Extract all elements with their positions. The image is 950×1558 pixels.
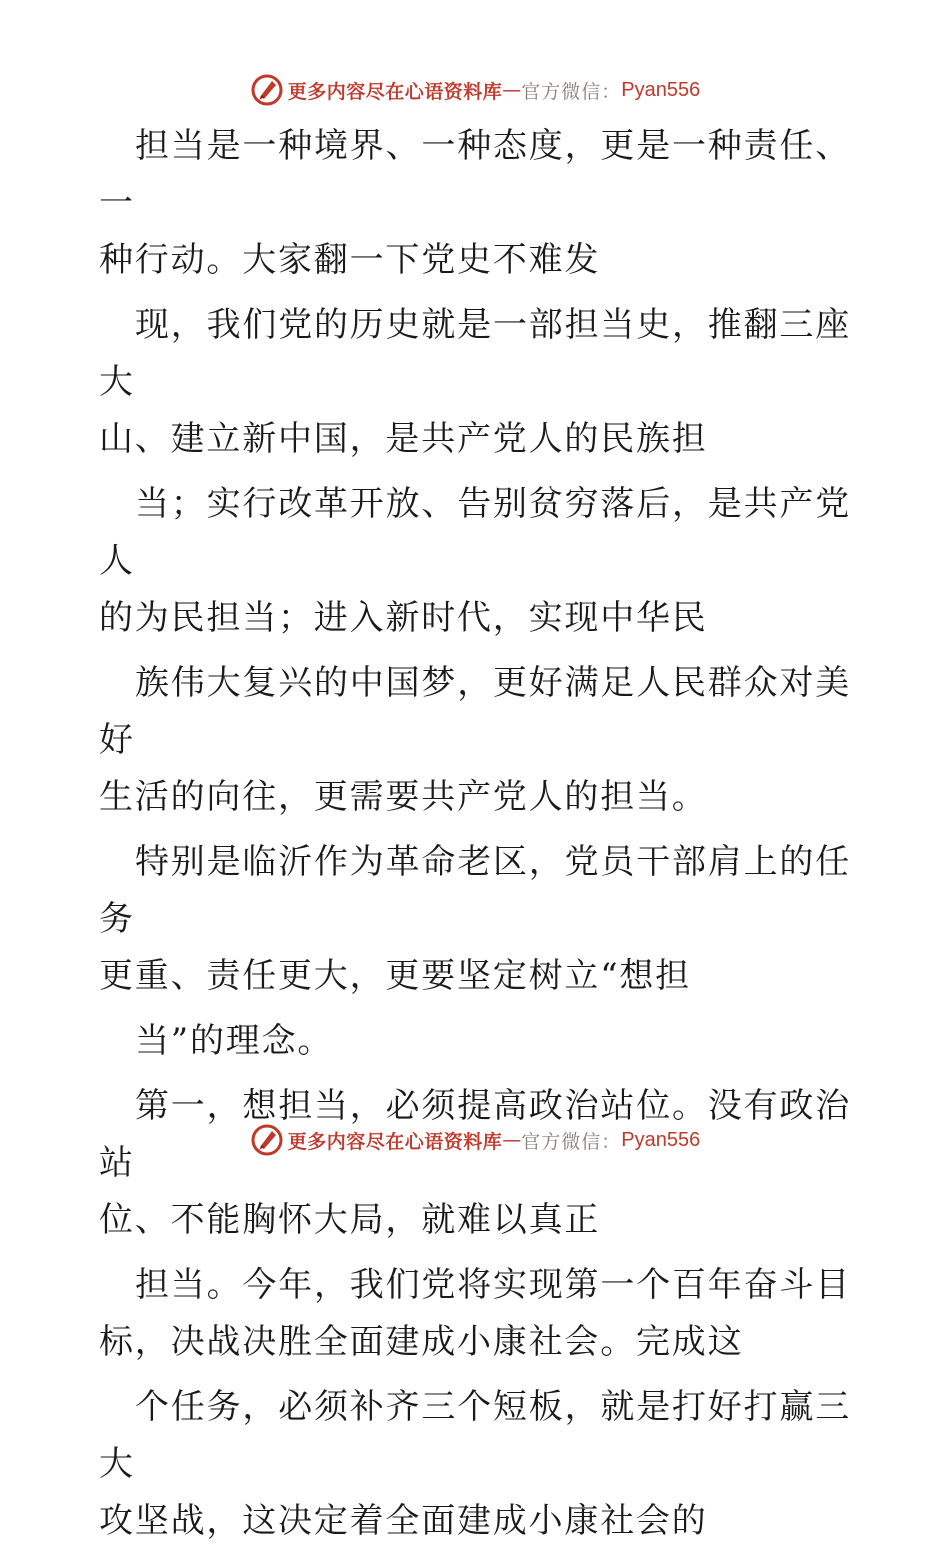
wechat-label: 官方微信： [521, 1130, 622, 1153]
paragraph: 现，我们党的历史就是一部担当史，推翻三座大 山、建立新中国，是共产党人的民族担 [99, 305, 851, 459]
wechat-label: 官方微信： [521, 80, 622, 103]
footer-banner [0, 1120, 950, 1160]
paragraph: 当”的理念。 [135, 1021, 334, 1061]
paragraph: 担当。今年，我们党将实现第一个百年奋斗目 标，决战决胜全面建成小康社会。完成这 [99, 1265, 851, 1362]
wechat-id: Pyan556 [621, 1128, 701, 1151]
document-body [99, 118, 859, 1558]
brand-text: 更多内容尽在心语资料库 [287, 1130, 503, 1153]
header-banner [0, 70, 950, 110]
paragraph: 担当是一种境界、一种态度，更是一种责任、一 种行动。大家翻一下党史不难发 [99, 126, 851, 280]
separator: — [502, 1129, 522, 1151]
paragraph: 特别是临沂作为革命老区，党员干部肩上的任务 更重、责任更大，更要坚定树立“想担 [99, 842, 851, 996]
quill-pen-logo-icon [250, 1123, 284, 1157]
wechat-id: Pyan556 [621, 78, 701, 101]
separator: — [502, 79, 522, 101]
paragraph: 个任务，必须补齐三个短板，就是打好打赢三大 攻坚战，这决定着全面建成小康社会的 [99, 1387, 851, 1541]
paragraph: 当；实行改革开放、告别贫穷落后，是共产党人 的为民担当；进入新时代，实现中华民 [99, 484, 851, 638]
quill-pen-logo-icon [250, 73, 284, 107]
paragraph: 族伟大复兴的中国梦，更好满足人民群众对美好 生活的向往，更需要共产党人的担当。 [99, 663, 851, 817]
brand-text: 更多内容尽在心语资料库 [287, 80, 503, 103]
paragraph: 第一，想担当，必须提高政治站位。没有政治站 位、不能胸怀大局，就难以真正 [99, 1086, 851, 1240]
